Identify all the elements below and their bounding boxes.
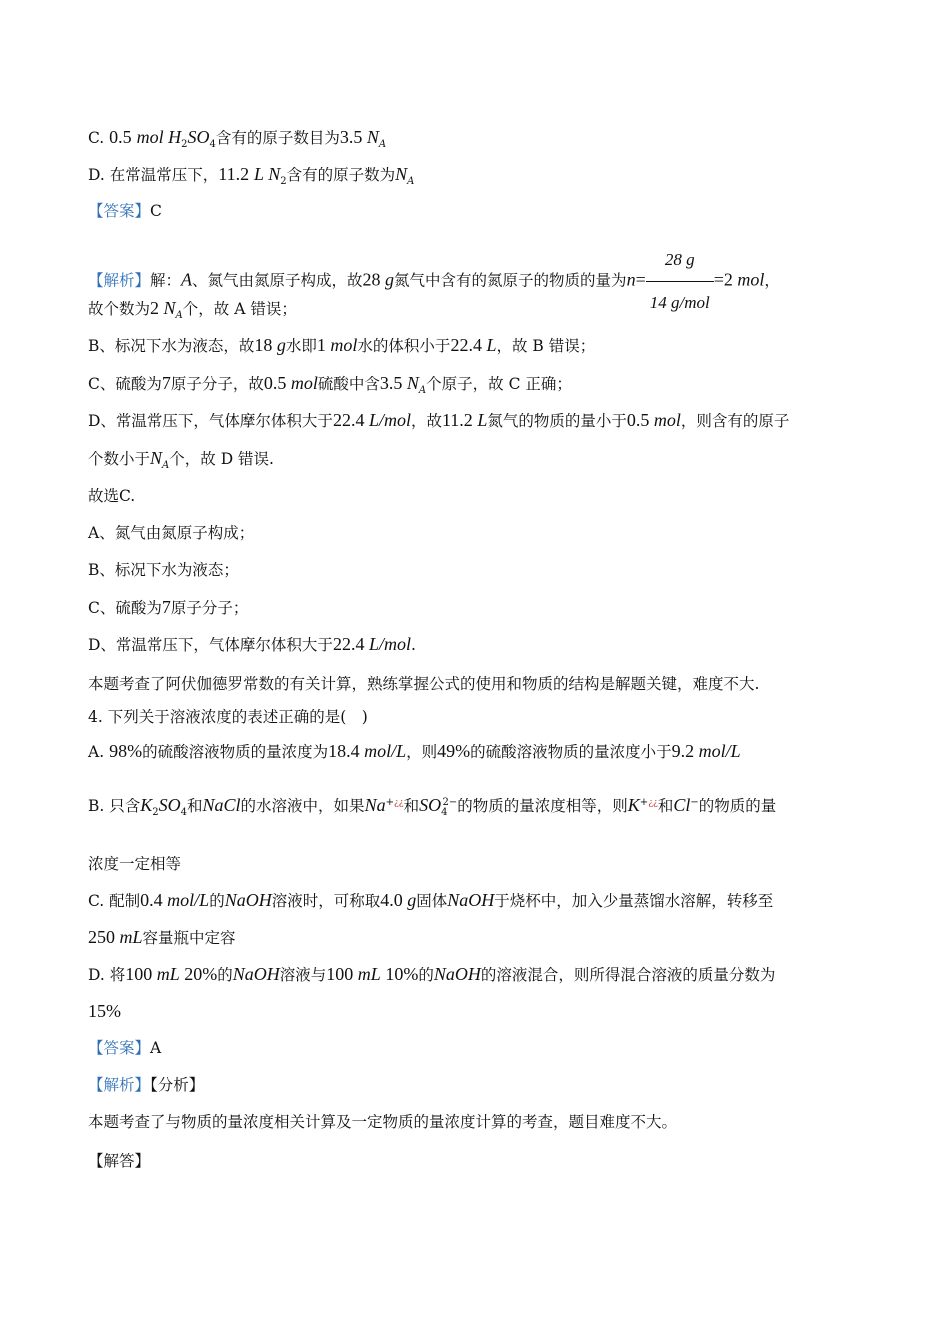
q3-analysis-line-3: B、标况下水为液态，故18 g水即1 mol水的体积小于22.4 L，故 B 错误； <box>88 335 596 355</box>
q3-answer <box>88 200 860 222</box>
q4-option-a: A. 98%的硫酸溶液物质的量浓度为18.4 mol/L，则49%的硫酸溶液物质的量浓度小于9.2 mol/L <box>88 741 741 761</box>
q3-point-b: B、标况下水为液态； <box>88 561 239 579</box>
q3-analysis-line-5: D、常温常压下，气体摩尔体积大于22.4 L/mol，故11.2 L氮气的物质的量小于0.5 mol，则含有的原子 <box>88 410 790 430</box>
answer-value: A <box>150 1039 162 1057</box>
q3-summary: 本题考查了阿伏伽德罗常数的有关计算，熟练掌握公式的使用和物质的结构是解题关键，难度不大. <box>88 675 760 693</box>
analysis-sub-label: 【分析】 <box>150 1076 205 1094</box>
q4-solution-label: 【解答】 <box>88 1152 151 1170</box>
analysis-label: 【解析】 <box>88 271 151 290</box>
answer-label: 【答案】 <box>88 202 151 220</box>
fraction: $\frac{28 g}{\text{14 g/mol}}$ <box>646 240 714 323</box>
q4-option-c-line-1: C. 配制0.4 mol/L的NaOH溶液时，可称取4.0 g固体NaOH于烧杯中，加入少量蒸馏水溶解，转移至 <box>88 890 774 910</box>
answer-label: 【答案】 <box>88 1039 151 1057</box>
q4-option-c-line-2: 250 mL容量瓶中定容 <box>88 927 236 947</box>
q3-analysis-line-4: C、硫酸为7原子分子，故0.5 mol硫酸中含3.5 $N_A$个原子，故 C 正确； <box>88 373 572 397</box>
q3-analysis-line-1: 【解析】解：A、氮气由氮原子构成，故28 g氮气中含有的氮原子的物质的量为n= $\frac{28 g}{\text{14 g/mol}}$ =2 mol， <box>88 240 860 323</box>
q4-answer <box>88 1037 860 1059</box>
q4-analysis-text: 本题考查了与物质的量浓度相关计算及一定物质的量浓度计算的考查，题目难度不大。 <box>88 1113 678 1131</box>
q3-option-c: C. 0.5 mol $H_2SO_4$含有的原子数目为3.5 $N_A$ <box>88 127 387 151</box>
q4-option-d-line-2: 15% <box>88 1001 121 1021</box>
analysis-label: 【解析】 <box>88 1076 151 1094</box>
q3-analysis-line-2: 故个数为2 $N_A$个，故 A 错误； <box>88 298 297 322</box>
q4-analysis <box>88 1074 860 1096</box>
q4-stem: 4. 下列关于溶液浓度的表述正确的是( ) <box>88 708 368 726</box>
q3-option-d: D. 在常温常压下，11.2 L $N_2$含有的原子数为$N_A$ <box>88 164 415 188</box>
q3-point-a: A、氮气由氮原子构成； <box>88 524 255 542</box>
q3-analysis-line-6: 个数小于$N_A$个，故 D 错误. <box>88 448 274 472</box>
answer-value: C <box>150 202 162 220</box>
q4-option-b-cont: 浓度一定相等 <box>88 855 182 873</box>
q3-point-c: C、硫酸为7原子分子； <box>88 597 249 617</box>
q3-point-d: D、常温常压下，气体摩尔体积大于22.4 L/mol. <box>88 634 416 654</box>
q4-option-b: B. 只含$K_2SO_4$和NaCl的水溶液中，如果Na+¿¿和$SO_4^{2-}$的物质的量浓度相等，则K+¿¿和Cl−的物质的量 <box>88 795 777 819</box>
q3-conclusion: 故选C. <box>88 487 136 505</box>
q4-option-d-line-1: D. 将100 mL 20%的NaOH溶液与100 mL 10%的NaOH的溶液混合，则所得混合溶液的质量分数为 <box>88 964 776 984</box>
